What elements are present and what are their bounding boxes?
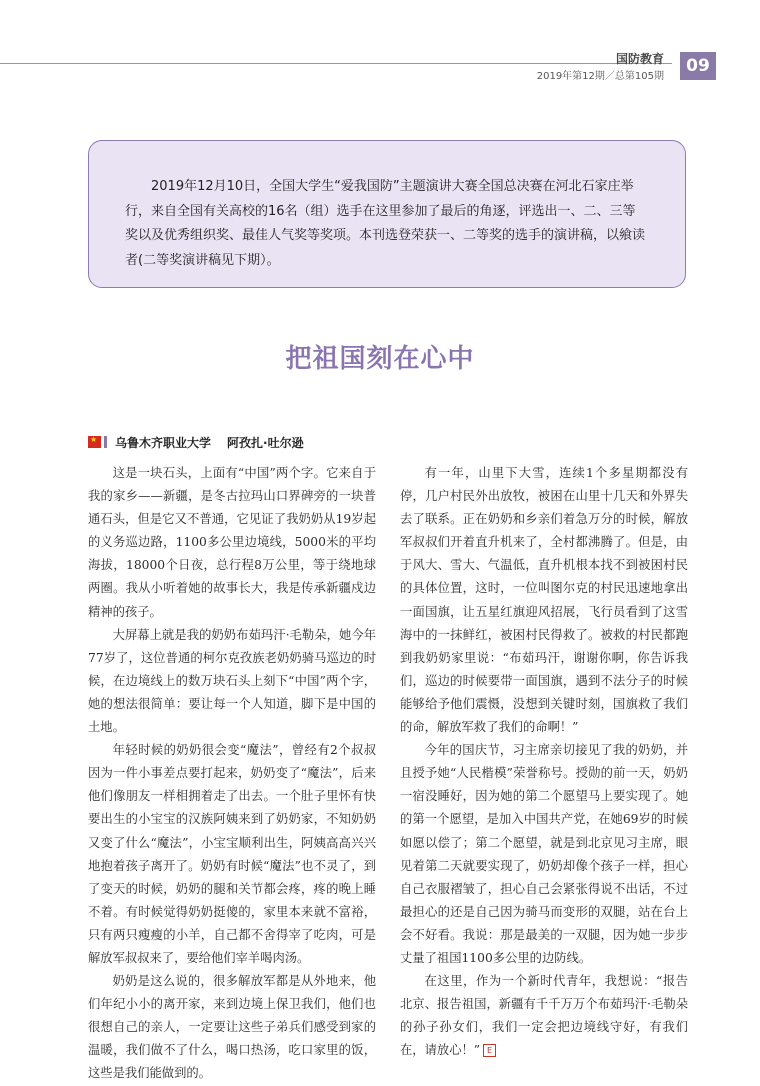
- header-section-title: 国防教育: [615, 52, 664, 66]
- paragraph: 有一年，山里下大雪，连续1个多星期都没有停，几户村民外出放牧，被困在山里十几天和外界失去了联系。正在奶奶和乡亲们着急万分的时候，解放军叔叔们开着直升机来了，全村都沸腾了。但是，由于风大、雪大、气温低，直升机根本找不到被困村民的具体位置，这时，一位叫图尔克的村民迅速地拿出一面国旗，让五星红旗迎风招展，飞行员看到了这雪海中的一抹鲜红，被困村民得救了。被救的村民都跑到我奶奶家里说：“布茹玛汗，谢谢你啊，你告诉我们，巡边的时候要带一面国旗，遇到不法分子的时候能够给予他们震慑，没想到关键时刻，国旗救了我们的命，解放军救了我们的命啊！”: [400, 466, 688, 735]
- divider-bar-icon: [104, 436, 107, 448]
- page-number-badge: 09: [680, 52, 716, 80]
- article-title: 把祖国刻在心中: [285, 344, 475, 374]
- paragraph: 奶奶是这么说的，很多解放军都是从外地来，他们年纪小小的离开家，来到边境上保卫我们，他们也很想自己的亲人，一定要让这些子弟兵们感受到家的温暖，我们做不了什么，喝口热汤，吃口家里的饭，这些是我们能做到的。: [88, 974, 376, 1081]
- author-line: [88, 434, 304, 450]
- intro-text: 2019年12月10日，全国大学生“爱我国防”主题演讲大赛全国总决赛在河北石家庄举行，来自全国有关高校的16名（组）选手在这里参加了最后的角逐，评选出一、二、三等奖以及优秀组织奖、最佳人气奖等奖项。本刊选登荣获一、二等奖的选手的演讲稿，以飨读者(二等奖演讲稿见下期）。: [125, 179, 646, 268]
- left-column: [88, 462, 376, 1086]
- paragraph: 这是一块石头，上面有“中国”两个字。它来自于我的家乡——新疆，是冬古拉玛山口界碑旁的一块普通石头，但是它又不普通，它见证了我奶奶从19岁起的义务巡边路，1100多公里边境线，5000米的平均海拔，18000个日夜，总行程8万公里，等于绕地球两圈。我从小听着她的故事长大，我是传承新疆戍边精神的孩子。: [88, 466, 376, 619]
- header-issue-info: 2019年第12期／总第105期: [536, 71, 664, 82]
- right-column: [400, 462, 688, 1062]
- intro-box: [88, 140, 686, 288]
- end-mark-icon: E: [483, 1044, 496, 1057]
- paragraph-last: [400, 970, 688, 1062]
- author-school: 乌鲁木齐职业大学: [115, 435, 212, 450]
- paragraph: 年轻时候的奶奶很会变“魔法”，曾经有2个叔叔因为一件小事差点要打起来，奶奶变了“魔法”，后来他们像朋友一样相拥着走了出去。一个肚子里怀有快要出生的小宝宝的汉族阿姨来到了奶奶家，不知奶奶又变了什么“魔法”，小宝宝顺利出生，阿姨高高兴兴地抱着孩子离开了。奶奶有时候“魔法”也不灵了，到了变天的时候，奶奶的腿和关节都会疼，疼的晚上睡不着。有时候觉得奶奶挺傻的，家里本来就不富裕，只有两只瘦瘦的小羊，自己都不舍得宰了吃肉，可是解放军叔叔来了，要给他们宰羊喝肉汤。: [88, 743, 376, 965]
- paragraph: 大屏幕上就是我的奶奶布茹玛汗·毛勒朵，她今年77岁了，这位普通的柯尔克孜族老奶奶骑马巡边的时候，在边境线上的数万块石头上刻下“中国”两个字，她的想法很简单：要让每一个人知道，脚下是中国的土地。: [88, 627, 376, 735]
- author-name: 阿孜扎·吐尔逊: [227, 435, 304, 450]
- china-flag-icon: [88, 436, 101, 448]
- header-rule: [0, 63, 672, 64]
- paragraph-text: 在这里，作为一个新时代青年，我想说：“报告北京、报告祖国，新疆有千千万万个布茹玛汗·毛勒朵的孙子孙女们，我们一定会把边境线守好，有我们在，请放心！”: [400, 974, 688, 1058]
- paragraph: 今年的国庆节，习主席亲切接见了我的奶奶，并且授予她“人民楷模”荣誉称号。授勋的前一天，奶奶一宿没睡好，因为她的第二个愿望马上要实现了。她的第一个愿望，是加入中国共产党，在她69岁的时候如愿以偿了；第二个愿望，就是到北京见习主席，眼见着第二天就要实现了，奶奶却像个孩子一样，担心自己衣服褶皱了，担心自己会紧张得说不出话，不过最担心的还是自己因为骑马而变形的双腿，站在台上会不好看。我说：那是最美的一双腿，因为她一步步丈量了祖国1100多公里的边防线。: [400, 743, 688, 965]
